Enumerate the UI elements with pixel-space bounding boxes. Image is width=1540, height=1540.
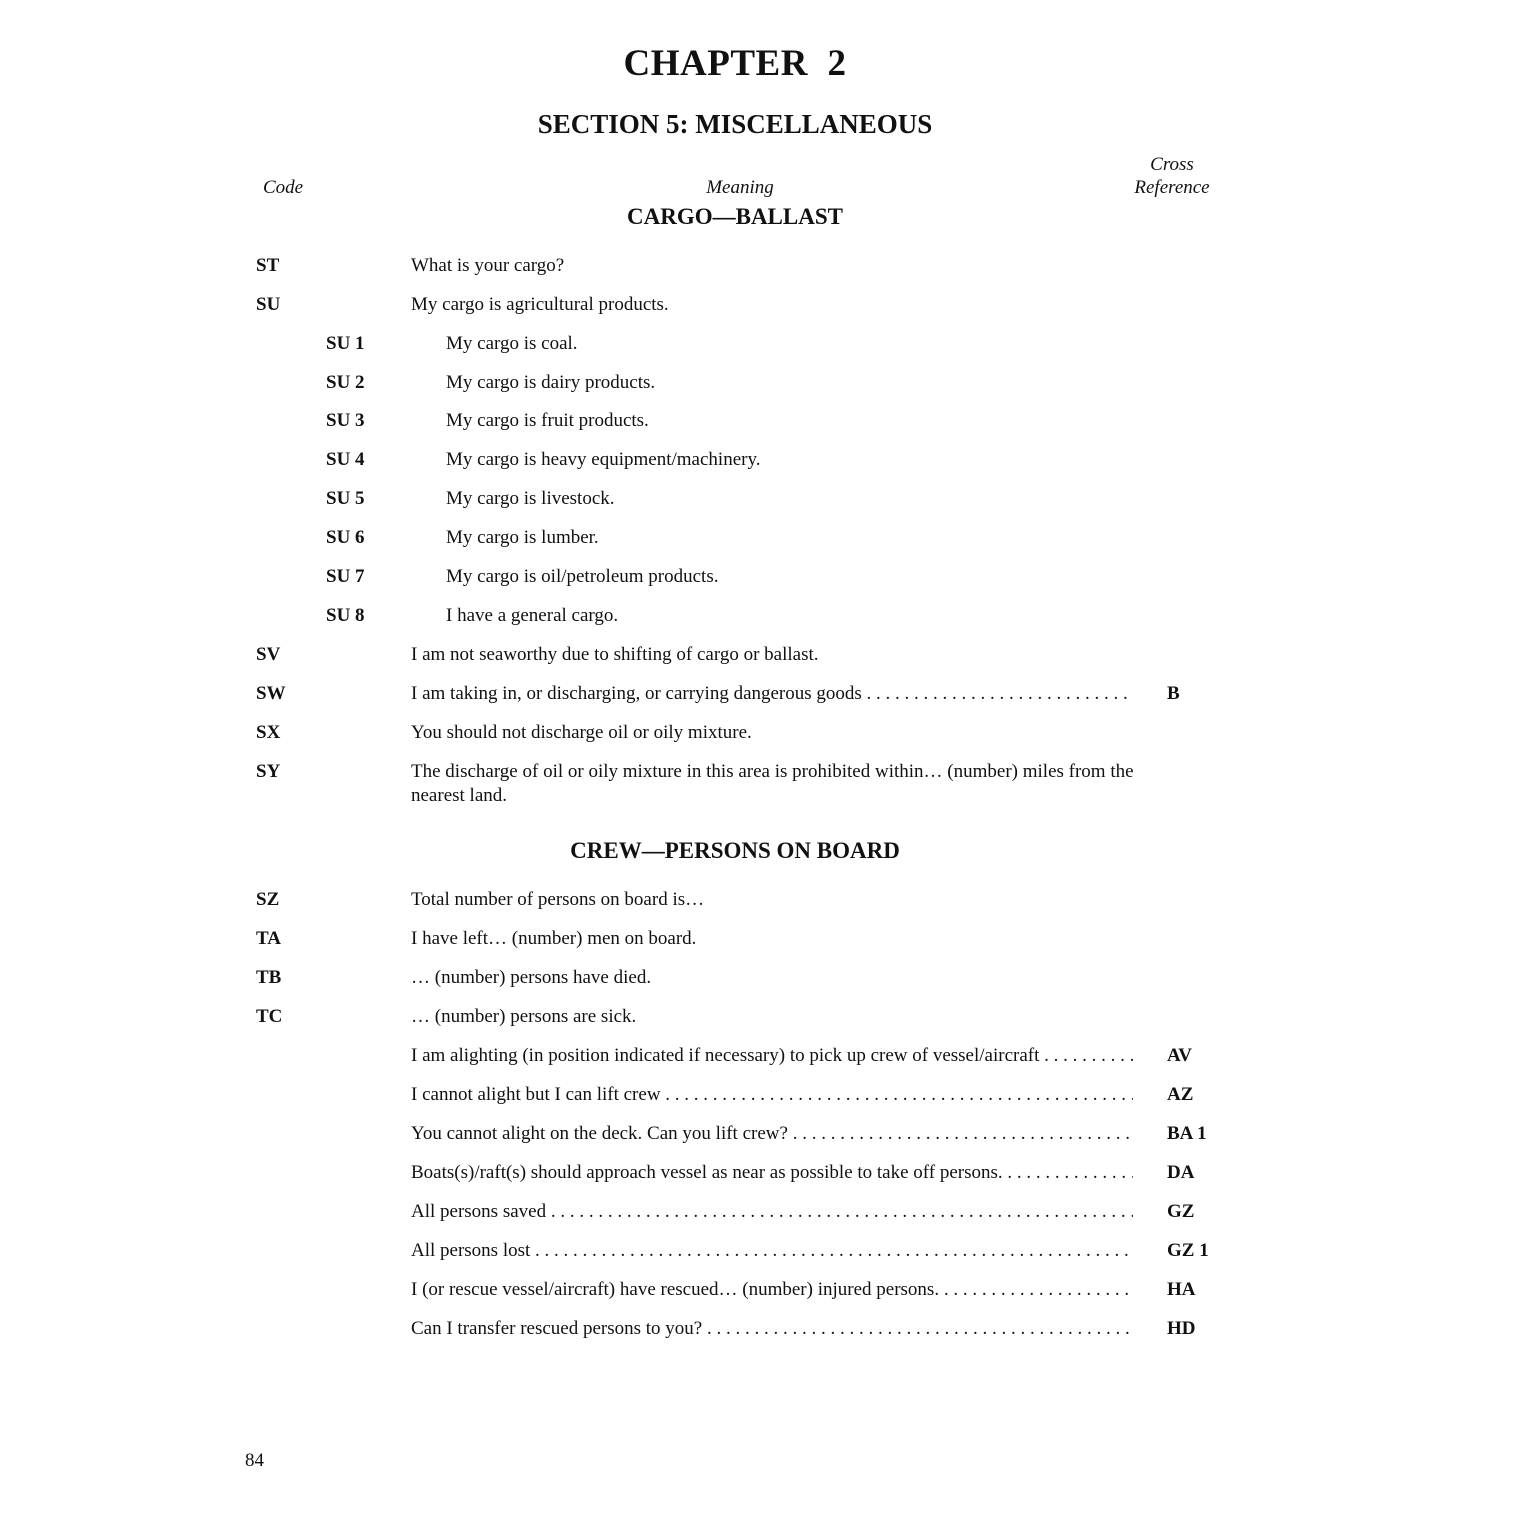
signal-subcode: SU 3 — [326, 410, 365, 431]
signal-meaning: My cargo is agricultural products. — [411, 294, 669, 315]
signal-meaning: Boats(s)/raft(s) should approach vessel as near as possible to take off persons. . . . — [411, 1161, 1133, 1185]
signal-subcode: SU 4 — [326, 449, 365, 470]
signal-meaning: Can I transfer rescued persons to you? . . . — [411, 1317, 1133, 1341]
group-title-cargo: CARGO—BALLAST — [627, 204, 843, 229]
signal-code: SV — [256, 644, 281, 665]
column-header-meaning: Meaning — [706, 177, 774, 198]
signal-code: TA — [256, 928, 281, 949]
signal-subcode: SU 8 — [326, 605, 365, 626]
signal-meaning: My cargo is heavy equipment/machinery. — [446, 449, 761, 470]
signal-meaning: My cargo is dairy products. — [446, 372, 656, 393]
cross-reference: BA 1 — [1167, 1123, 1207, 1144]
signal-meaning: … (number) persons are sick. — [411, 1006, 637, 1027]
cross-reference: GZ — [1167, 1201, 1195, 1222]
signal-subcode: SU 7 — [326, 566, 365, 587]
cross-reference-line-1: Cross — [1150, 154, 1194, 175]
cross-reference: GZ 1 — [1167, 1240, 1209, 1261]
group-title-crew: CREW—PERSONS ON BOARD — [570, 838, 900, 863]
column-header-cross-reference — [1120, 153, 1224, 199]
signal-subcode: SU 2 — [326, 372, 365, 393]
signal-code: SZ — [256, 889, 280, 910]
signal-subcode: SU 1 — [326, 333, 365, 354]
cross-reference: HA — [1167, 1279, 1196, 1300]
section-title: SECTION 5: MISCELLANEOUS — [537, 109, 933, 139]
signal-meaning: I am not seaworthy due to shifting of cargo or ballast. — [411, 644, 819, 665]
page-number: 84 — [245, 1450, 264, 1471]
signal-meaning: My cargo is livestock. — [446, 488, 615, 509]
cross-reference: B — [1167, 683, 1180, 704]
signal-meaning: I (or rescue vessel/aircraft) have rescued… (number) injured persons. . . . — [411, 1278, 1133, 1302]
signal-meaning: Total number of persons on board is… — [411, 889, 705, 910]
signal-meaning: I cannot alight but I can lift crew . . . — [411, 1083, 1133, 1107]
signal-code: TC — [256, 1006, 283, 1027]
signal-meaning: The discharge of oil or oily mixture in this area is prohibited within… (number) miles from the nearest land. — [411, 761, 1134, 806]
chapter-title: CHAPTER 2 — [623, 43, 847, 84]
signal-meaning: My cargo is fruit products. — [446, 410, 649, 431]
signal-meaning: My cargo is coal. — [446, 333, 578, 354]
signal-subcode: SU 5 — [326, 488, 365, 509]
cross-reference-line-2: Reference — [1134, 177, 1210, 198]
signal-subcode: SU 6 — [326, 527, 365, 548]
signal-code: SX — [256, 722, 281, 743]
cross-reference: HD — [1167, 1318, 1196, 1339]
signal-meaning: All persons lost . . . — [411, 1239, 1133, 1263]
signal-meaning: You should not discharge oil or oily mixture. — [411, 722, 752, 743]
cross-reference: AV — [1167, 1045, 1192, 1066]
signal-meaning: I am alighting (in position indicated if necessary) to pick up crew of vessel/aircraft . . . — [411, 1044, 1133, 1068]
signal-meaning: My cargo is lumber. — [446, 527, 599, 548]
signal-code: ST — [256, 255, 280, 276]
signal-meaning: All persons saved . . . — [411, 1200, 1133, 1224]
signal-meaning: … (number) persons have died. — [411, 967, 652, 988]
signal-meaning: My cargo is oil/petroleum products. — [446, 566, 719, 587]
signal-meaning: I have left… (number) men on board. — [411, 928, 697, 949]
signal-code: SU — [256, 294, 281, 315]
signal-code: SW — [256, 683, 286, 704]
signal-meaning: You cannot alight on the deck. Can you lift crew? . . . — [411, 1122, 1133, 1146]
signal-meaning: What is your cargo? — [411, 255, 565, 276]
signal-code: SY — [256, 761, 281, 782]
column-header-code: Code — [262, 177, 304, 198]
signal-code: TB — [256, 967, 282, 988]
signal-meaning: I am taking in, or discharging, or carrying dangerous goods . . . — [411, 682, 1133, 706]
cross-reference: DA — [1167, 1162, 1195, 1183]
cross-reference: AZ — [1167, 1084, 1194, 1105]
signal-meaning: I have a general cargo. — [446, 605, 619, 626]
